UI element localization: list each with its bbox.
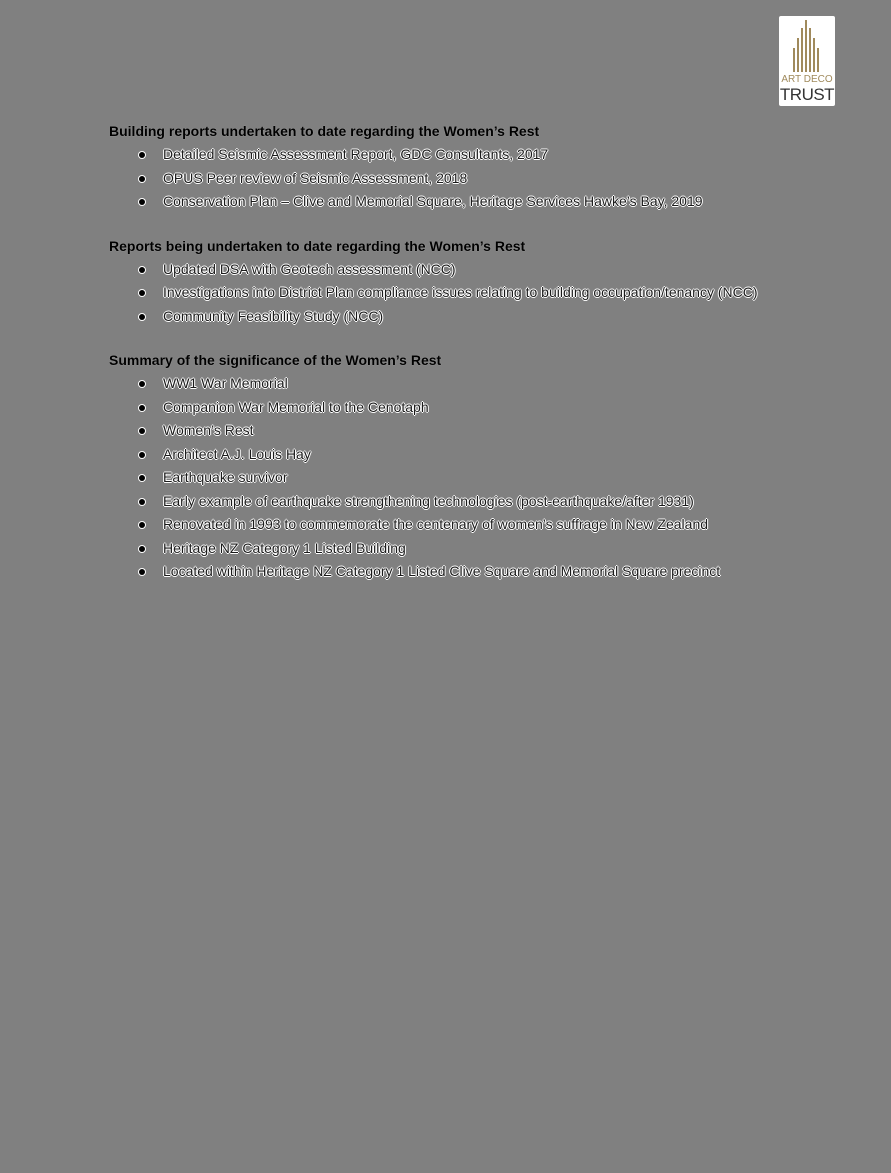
list-item-text: Updated DSA with Geotech assessment (NCC) bbox=[163, 260, 456, 277]
list-item bbox=[109, 281, 789, 305]
list-item-text: WW1 War Memorial bbox=[163, 375, 288, 391]
list-item-text: Heritage NZ Category 1 Listed Building bbox=[163, 539, 406, 556]
list-item-text: OPUS Peer review of Seismic Assessment, 2018 bbox=[163, 169, 468, 186]
list-item-text: Conservation Plan – Clive and Memorial Square, Heritage Services Hawke’s Bay, 2019 bbox=[163, 193, 703, 209]
list-item-text: Early example of earthquake strengthening technologies (post-earthquake/after 1931) bbox=[163, 492, 694, 509]
section-heading: Summary of the significance of the Women’s Rest bbox=[109, 352, 442, 368]
list-item-text: Earthquake survivor bbox=[163, 469, 288, 485]
document-body bbox=[109, 120, 789, 605]
bullet-icon bbox=[139, 569, 145, 575]
bullet-icon bbox=[139, 267, 145, 273]
list-item-text: Architect A.J. Louis Hay bbox=[163, 445, 311, 462]
list-item bbox=[109, 419, 789, 443]
list-item bbox=[109, 372, 789, 396]
bullet-icon bbox=[139, 290, 145, 296]
list-item bbox=[109, 190, 789, 214]
bullet-icon bbox=[139, 176, 145, 182]
list-item bbox=[109, 513, 789, 537]
list-item-text: Community Feasibility Study (NCC) bbox=[163, 307, 384, 324]
bullet-list bbox=[109, 372, 789, 584]
bullet-icon bbox=[139, 381, 145, 387]
list-item bbox=[109, 443, 789, 467]
list-item bbox=[109, 396, 789, 420]
list-item-text: Companion War Memorial to the Cenotaph bbox=[163, 398, 429, 415]
bullet-icon bbox=[139, 522, 145, 528]
art-deco-trust-logo bbox=[779, 16, 835, 106]
bullet-icon bbox=[139, 475, 145, 481]
list-item-text: Located within Heritage NZ Category 1 Listed Clive Square and Memorial Square precinct bbox=[163, 563, 721, 579]
section-significance-summary bbox=[109, 349, 789, 584]
list-item-text: Women’s Rest bbox=[163, 422, 254, 438]
list-item-text: Investigations into District Plan compliance issues relating to building occupation/tenancy (NCC) bbox=[163, 284, 758, 300]
bullet-icon bbox=[139, 152, 145, 158]
bullet-icon bbox=[139, 199, 145, 205]
bullet-icon bbox=[139, 499, 145, 505]
bullet-icon bbox=[139, 405, 145, 411]
list-item bbox=[109, 537, 789, 561]
list-item bbox=[109, 258, 789, 282]
logo-text-trust: TRUST bbox=[779, 85, 835, 104]
bullet-icon bbox=[139, 452, 145, 458]
section-heading: Building reports undertaken to date regarding the Women’s Rest bbox=[109, 123, 540, 139]
bullet-icon bbox=[139, 428, 145, 434]
bullet-icon bbox=[139, 546, 145, 552]
list-item bbox=[109, 560, 789, 584]
list-item bbox=[109, 143, 789, 167]
art-deco-building-icon bbox=[779, 16, 835, 74]
list-item-text: Renovated in 1993 to commemorate the centenary of women’s suffrage in New Zealand bbox=[163, 516, 709, 532]
list-item bbox=[109, 466, 789, 490]
list-item-text: Detailed Seismic Assessment Report, GDC Consultants, 2017 bbox=[163, 146, 549, 162]
section-heading: Reports being undertaken to date regarding the Women’s Rest bbox=[109, 237, 526, 254]
bullet-list bbox=[109, 143, 789, 214]
section-building-reports bbox=[109, 120, 789, 214]
list-item bbox=[109, 490, 789, 514]
list-item bbox=[109, 305, 789, 329]
section-reports-in-progress bbox=[109, 235, 789, 329]
bullet-icon bbox=[139, 314, 145, 320]
list-item bbox=[109, 167, 789, 191]
bullet-list bbox=[109, 258, 789, 329]
logo-text-art-deco: ART DECO bbox=[781, 74, 833, 85]
